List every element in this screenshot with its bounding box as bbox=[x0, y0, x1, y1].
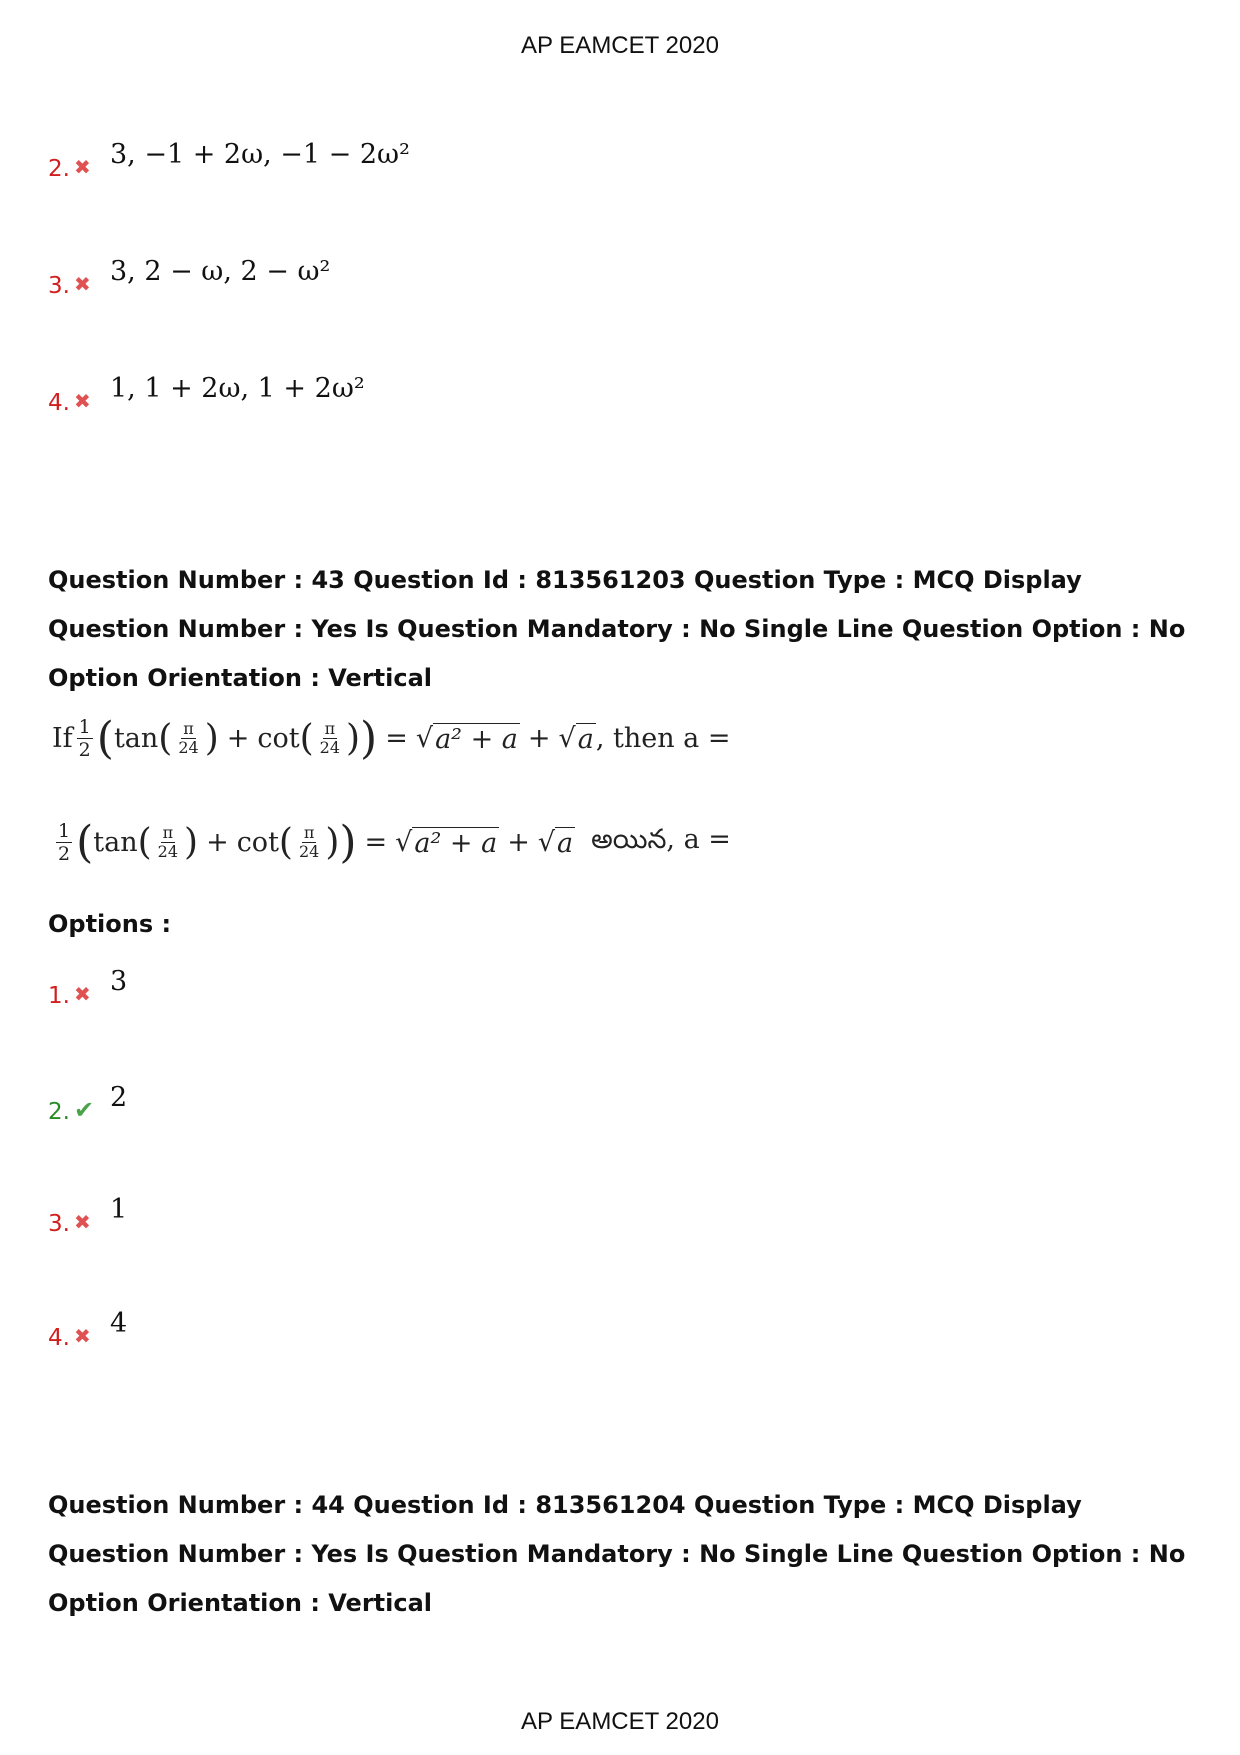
option-number: 4. bbox=[48, 1325, 70, 1351]
q43-option-1 bbox=[48, 955, 127, 1015]
fraction-pi-24: $\frac{\pi}{24}$ bbox=[298, 823, 320, 861]
then-clause: , then a = bbox=[595, 723, 731, 754]
option-text: 3 bbox=[110, 965, 128, 997]
fraction-half: $\frac{1}{2}$ bbox=[78, 716, 91, 761]
q43-option-2 bbox=[48, 1071, 127, 1131]
fraction-pi-24: $\frac{\pi}{24}$ bbox=[178, 719, 199, 757]
cross-icon: ✖ bbox=[74, 1324, 91, 1348]
option-number: 3. bbox=[48, 273, 70, 299]
option-number: 3. bbox=[48, 1211, 70, 1237]
option-text: 4 bbox=[110, 1307, 128, 1339]
fraction-half: $\frac{1}{2}$ bbox=[58, 820, 71, 865]
sqrt-term-1: √ a² + a bbox=[415, 722, 518, 755]
check-icon: ✔ bbox=[74, 1096, 95, 1124]
cross-icon: ✖ bbox=[74, 982, 91, 1006]
sqrt-term-2: √ a bbox=[558, 722, 594, 755]
q43-option-3 bbox=[48, 1183, 127, 1243]
option-text: 2 bbox=[110, 1081, 128, 1113]
cot-func: cot bbox=[257, 723, 300, 754]
option-text: 1 bbox=[110, 1193, 128, 1225]
tan-func: tan bbox=[113, 723, 159, 754]
cot-func: cot bbox=[236, 827, 279, 858]
page-header: AP EAMCET 2020 bbox=[521, 32, 719, 59]
cross-icon: ✖ bbox=[74, 155, 91, 179]
option-number: 2. bbox=[48, 1099, 70, 1125]
q43-option-4 bbox=[48, 1297, 127, 1357]
cross-icon: ✖ bbox=[74, 1210, 91, 1234]
prev-option-3 bbox=[48, 245, 330, 305]
fraction-pi-24: $\frac{\pi}{24}$ bbox=[319, 719, 340, 757]
option-number: 1. bbox=[48, 983, 70, 1009]
sqrt-term-2: √ a bbox=[537, 826, 574, 859]
cross-icon: ✖ bbox=[74, 389, 91, 413]
prev-option-4 bbox=[48, 362, 365, 422]
if-word: If bbox=[52, 723, 73, 754]
question-43-telugu: $\frac{1}{2}$ ( tan ( $\frac{\pi}{24}$ ) + cot ( $\frac{\pi}{24}$ ) ) = √ a² + a + √ a అయిన, a = bbox=[58, 816, 731, 868]
page-footer: AP EAMCET 2020 bbox=[521, 1708, 719, 1735]
options-label: Options : bbox=[48, 910, 172, 938]
option-number: 4. bbox=[48, 390, 70, 416]
option-text: 3, −1 + 2ω, −1 − 2ω² bbox=[110, 138, 410, 170]
cross-icon: ✖ bbox=[74, 272, 91, 296]
fraction-pi-24: $\frac{\pi}{24}$ bbox=[157, 823, 179, 861]
question-43-meta: Question Number : 43 Question Id : 813561203 Question Type : MCQ Display Question Number : Yes Is Question Mandatory : No Single Line Question Option : No Option Orientation : Vertical bbox=[48, 566, 1186, 692]
question-44-meta: Question Number : 44 Question Id : 813561204 Question Type : MCQ Display Question Number : Yes Is Question Mandatory : No Single Line Question Option : No Option Orientation : Vertical bbox=[48, 1491, 1186, 1617]
tan-func: tan bbox=[93, 827, 138, 858]
option-text: 1, 1 + 2ω, 1 + 2ω² bbox=[110, 372, 365, 404]
prev-option-2 bbox=[48, 128, 410, 188]
question-43-english: If $\frac{1}{2}$ ( tan ( $\frac{\pi}{24}$ ) + cot ( $\frac{\pi}{24}$ ) ) = √ a² + a + √ a , then a = bbox=[52, 712, 731, 764]
option-text: 3, 2 − ω, 2 − ω² bbox=[110, 255, 331, 287]
telugu-clause: అయిన, a = bbox=[591, 823, 731, 855]
sqrt-term-1: √ a² + a bbox=[395, 826, 498, 859]
option-number: 2. bbox=[48, 156, 70, 182]
